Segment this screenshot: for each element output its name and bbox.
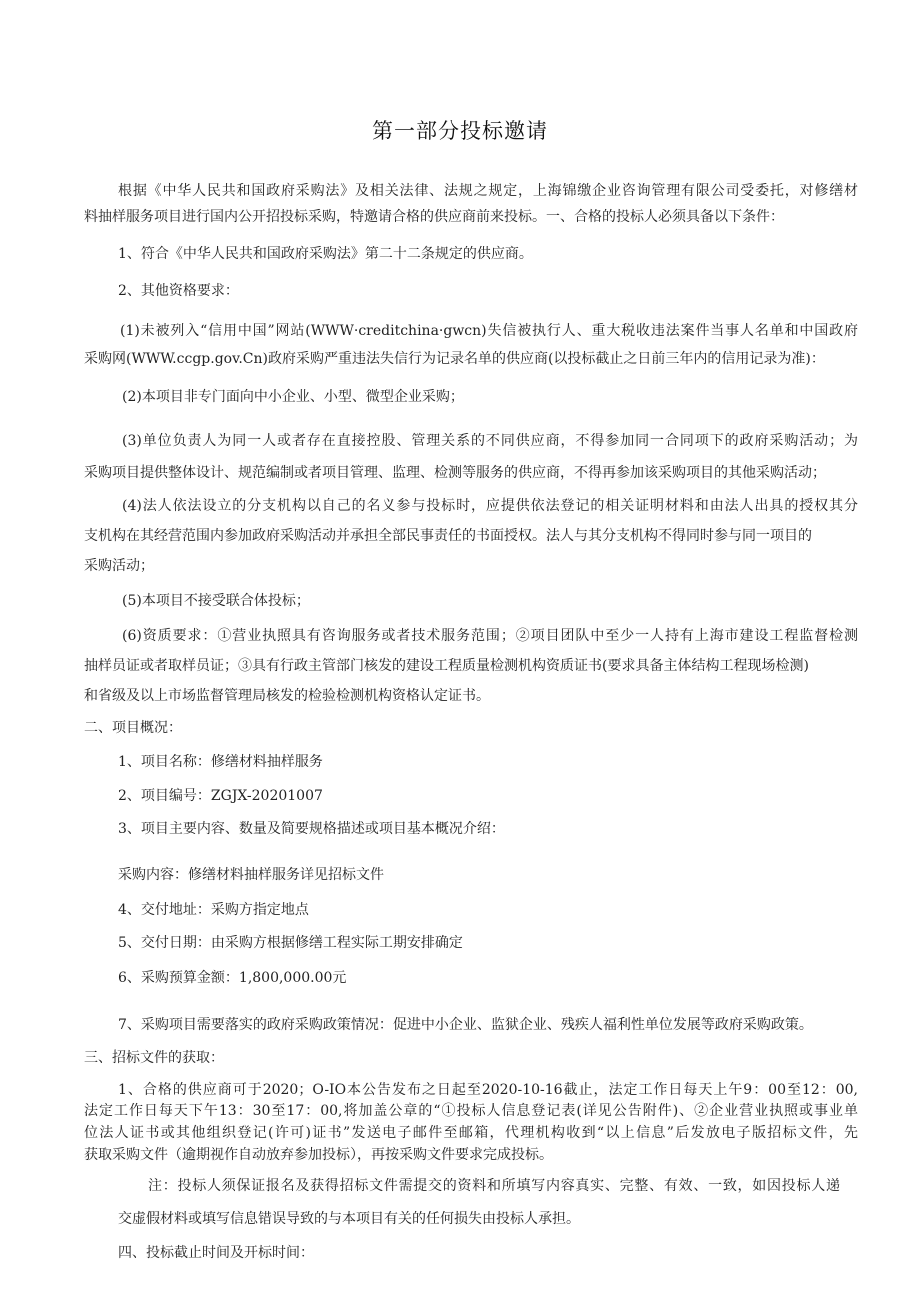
body-line: 抽样员证或者取样员证；③具有行政主管部门核发的建设工程质量检测机构资质证书(要求具备主体结构工程现场检测)	[84, 658, 809, 674]
body-line: 交虚假材料或填写信息错误导致的与本项目有关的任何损失由投标人承担。	[118, 1211, 580, 1227]
body-line: (4)法人依法设立的分支机构以自己的名义参与投标时，应提供依法登记的相关证明材料和由法人出具的授权其分	[122, 498, 858, 514]
body-line: (5)本项目不接受联合体投标；	[122, 593, 310, 609]
body-line: 4、交付地址：采购方指定地点	[118, 902, 309, 918]
body-line: (6)资质要求：①营业执照具有咨询服务或者技术服务范围；②项目团队中至少一人持有上海市建设工程监督检测	[122, 628, 858, 644]
body-line: 采购网(WWW.ccgp.gov.Cn)政府采购严重违法失信行为记录名单的供应商(以投标截止之日前三年内的信用记录为准)：	[84, 351, 825, 367]
body-line: 支机构在其经营范围内参加政府采购活动并承担全部民事责任的书面授权。法人与其分支机构不得同时参与同一项目的	[84, 528, 812, 544]
body-line: 位法人证书或其他组织登记(许可)证书”发送电子邮件至邮箱，代理机构收到“以上信息”后发放电子版招标文件，先	[84, 1125, 858, 1141]
body-line: 采购活动；	[84, 558, 154, 574]
body-line: 6、采购预算金额：1,800,000.00元	[118, 970, 347, 986]
body-line: 2、项目编号：ZGJX-20201007	[118, 788, 323, 804]
body-line: (1)未被列入“信用中国”网站(WWW·creditchina·gwcn)失信被执行人、重大税收违法案件当事人名单和中国政府	[120, 323, 858, 339]
body-line: 注：投标人须保证报名及获得招标文件需提交的资料和所填写内容真实、完整、有效、一致，如因投标人递	[148, 1178, 840, 1194]
body-line: 3、项目主要内容、数量及简要规格描述或项目基本概况介绍：	[118, 821, 505, 837]
body-line: 采购内容：修缮材料抽样服务详见招标文件	[118, 867, 384, 883]
body-line: 2、其他资格要求：	[118, 283, 239, 299]
body-line: 二、项目概况：	[84, 720, 182, 736]
body-line: 四、投标截止时间及开标时间：	[118, 1245, 314, 1261]
body-line: (3)单位负责人为同一人或者存在直接控股、管理关系的不同供应商，不得参加同一合同项下的政府采购活动；为	[122, 433, 858, 449]
body-line: 根据《中华人民共和国政府采购法》及相关法律、法规之规定，上海锦缴企业咨询管理有限公司受委托，对修缮材	[118, 183, 858, 199]
body-line: 1、符合《中华人民共和国政府采购法》第二十二条规定的供应商。	[118, 246, 533, 262]
body-line: 法定工作日每天下午13：30至17：00,将加盖公章的“①投标人信息登记表(详见公告附件)、②企业营业执照或事业单	[84, 1103, 858, 1119]
body-line: 1、合格的供应商可于2020；O-IO本公告发布之日起至2020-10-16截止，法定工作日每天上午9：00至12：00,	[118, 1082, 858, 1098]
body-line: 采购项目提供整体设计、规范编制或者项目管理、监理、检测等服务的供应商，不得再参加该采购项目的其他采购活动；	[84, 465, 826, 481]
body-line: 5、交付日期：由采购方根据修缮工程实际工期安排确定	[118, 935, 463, 951]
body-line: (2)本项目非专门面向中小企业、小型、微型企业采购；	[122, 389, 464, 405]
body-line: 7、采购项目需要落实的政府采购政策情况：促进中小企业、监狱企业、残疾人福利性单位发展等政府采购政策。	[118, 1017, 813, 1033]
body-line: 和省级及以上市场监督管理局核发的检验检测机构资格认定证书。	[84, 688, 490, 704]
body-line: 料抽样服务项目进行国内公开招投标采购，特邀请合格的供应商前来投标。一、合格的投标人必须具备以下条件：	[84, 209, 784, 225]
page-title: 第一部分投标邀请	[372, 119, 548, 143]
body-line: 获取采购文件（逾期视作自动放弃参加投标），再按采购文件要求完成投标。	[84, 1147, 553, 1163]
body-line: 三、招标文件的获取：	[84, 1050, 224, 1066]
body-line: 1、项目名称：修缮材料抽样服务	[118, 754, 323, 770]
